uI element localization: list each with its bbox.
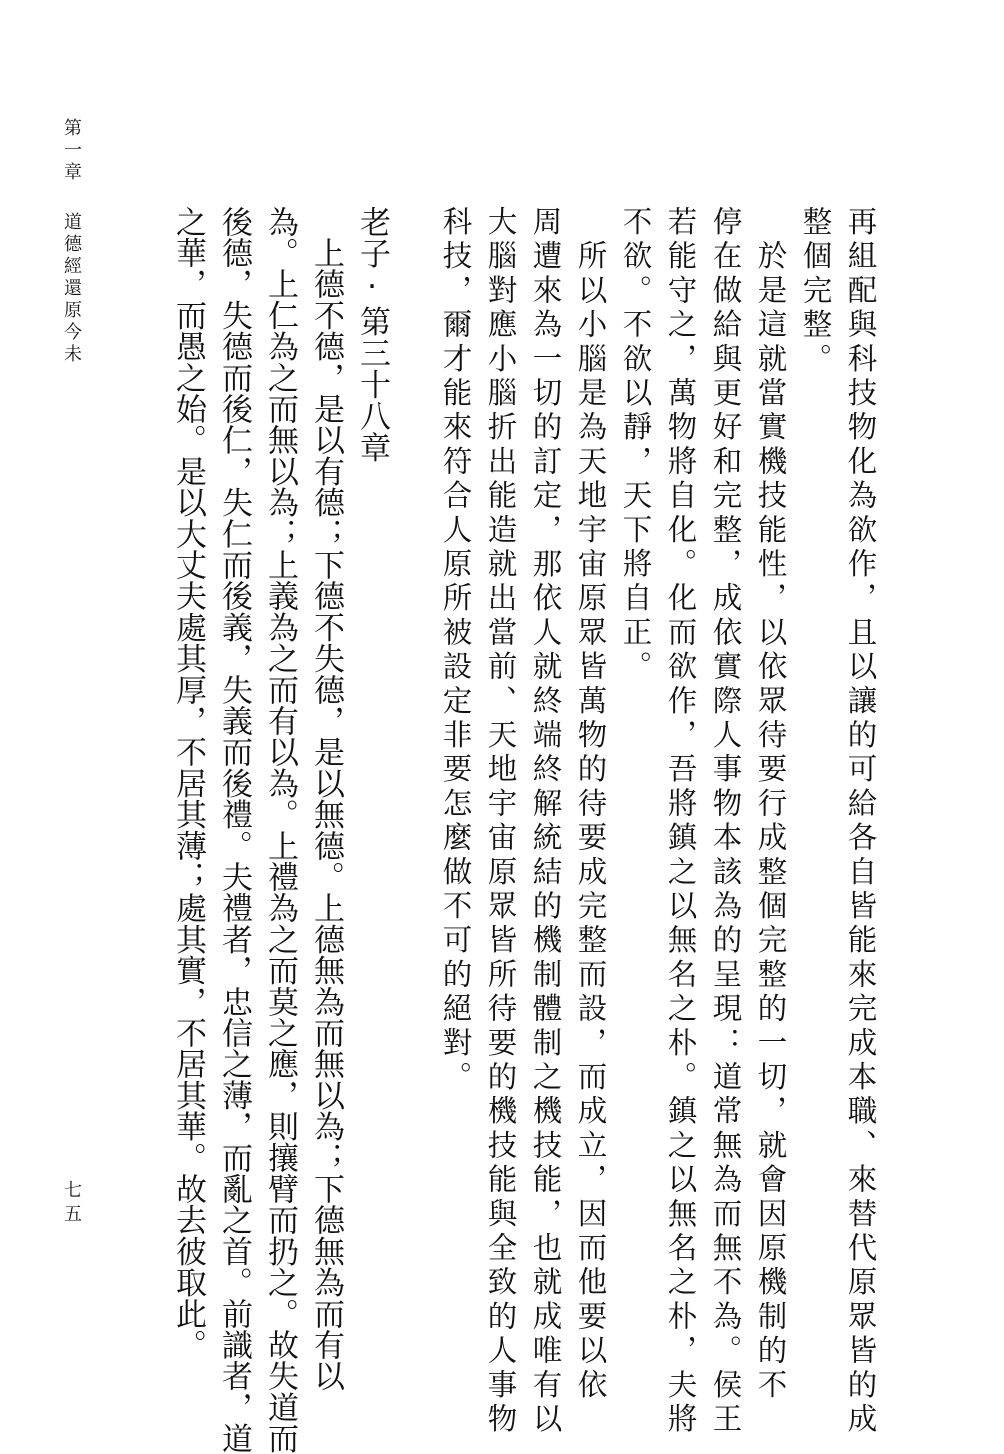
chapter-title: 老子·第三十八章 [354,206,390,463]
quote-column-3: 後德，失德而後仁，失仁而後義，失義而後禮。夫禮者，忠信之薄，而亂之首。前識者，道 [216,206,252,1454]
body-column-9: 大腦對應小腦折出能造就出當前、天地宇宙原眾皆所待要的機技能與全致的人事物 [483,206,518,1438]
running-header-book-title: 道德經還原今未 [61,212,82,366]
body-column-4: 停在做給與更好和完整，成依實際人事物本該為的呈現：道常無為而無不為。侯王 [708,206,743,1438]
quote-column-4: 之華，而愚之始。是以大丈夫處其厚，不居其薄；處其實，不居其華。故去彼取此。 [170,206,206,1361]
quote-column-1: 上德不德，是以有德；下德不失德，是以無德。上德無為而無以為；下德無為而有以 [308,206,344,1392]
quote-column-2: 為。上仁為之而無以為；上義為之而有以為。上禮為之而莫之應，則攘臂而扔之。故失道而 [262,206,298,1454]
page-number: 七五 [61,1180,82,1228]
body-column-1: 再組配與科技物化為欲作，且以讓的可給各自皆能來完成本職、來替代原眾皆的成 [843,206,878,1438]
body-column-7: 所以小腦是為天地宇宙原眾皆萬物的待要成完整而設，而成立，因而他要以依 [573,206,608,1403]
body-column-10: 科技，爾才能來符合人原所被設定非要怎麼做不可的絕對。 [438,206,473,1096]
body-column-5: 若能守之，萬物將自化。化而欲作，吾將鎮之以無名之朴。鎮之以無名之朴，夫將 [663,206,698,1438]
running-header-chapter: 第一章 [61,118,82,184]
body-column-6: 不欲。不欲以靜，天下將自正。 [618,206,653,685]
body-column-3: 於是這就當實機技能性，以依眾待要行成整個完整的一切，就會因原機制的不 [753,206,788,1403]
body-column-2: 整個完整。 [798,206,833,377]
body-column-8: 周遭來為一切的訂定，那依人就終端終解統結的機制體制之機技能，也就成唯有以 [528,206,563,1438]
